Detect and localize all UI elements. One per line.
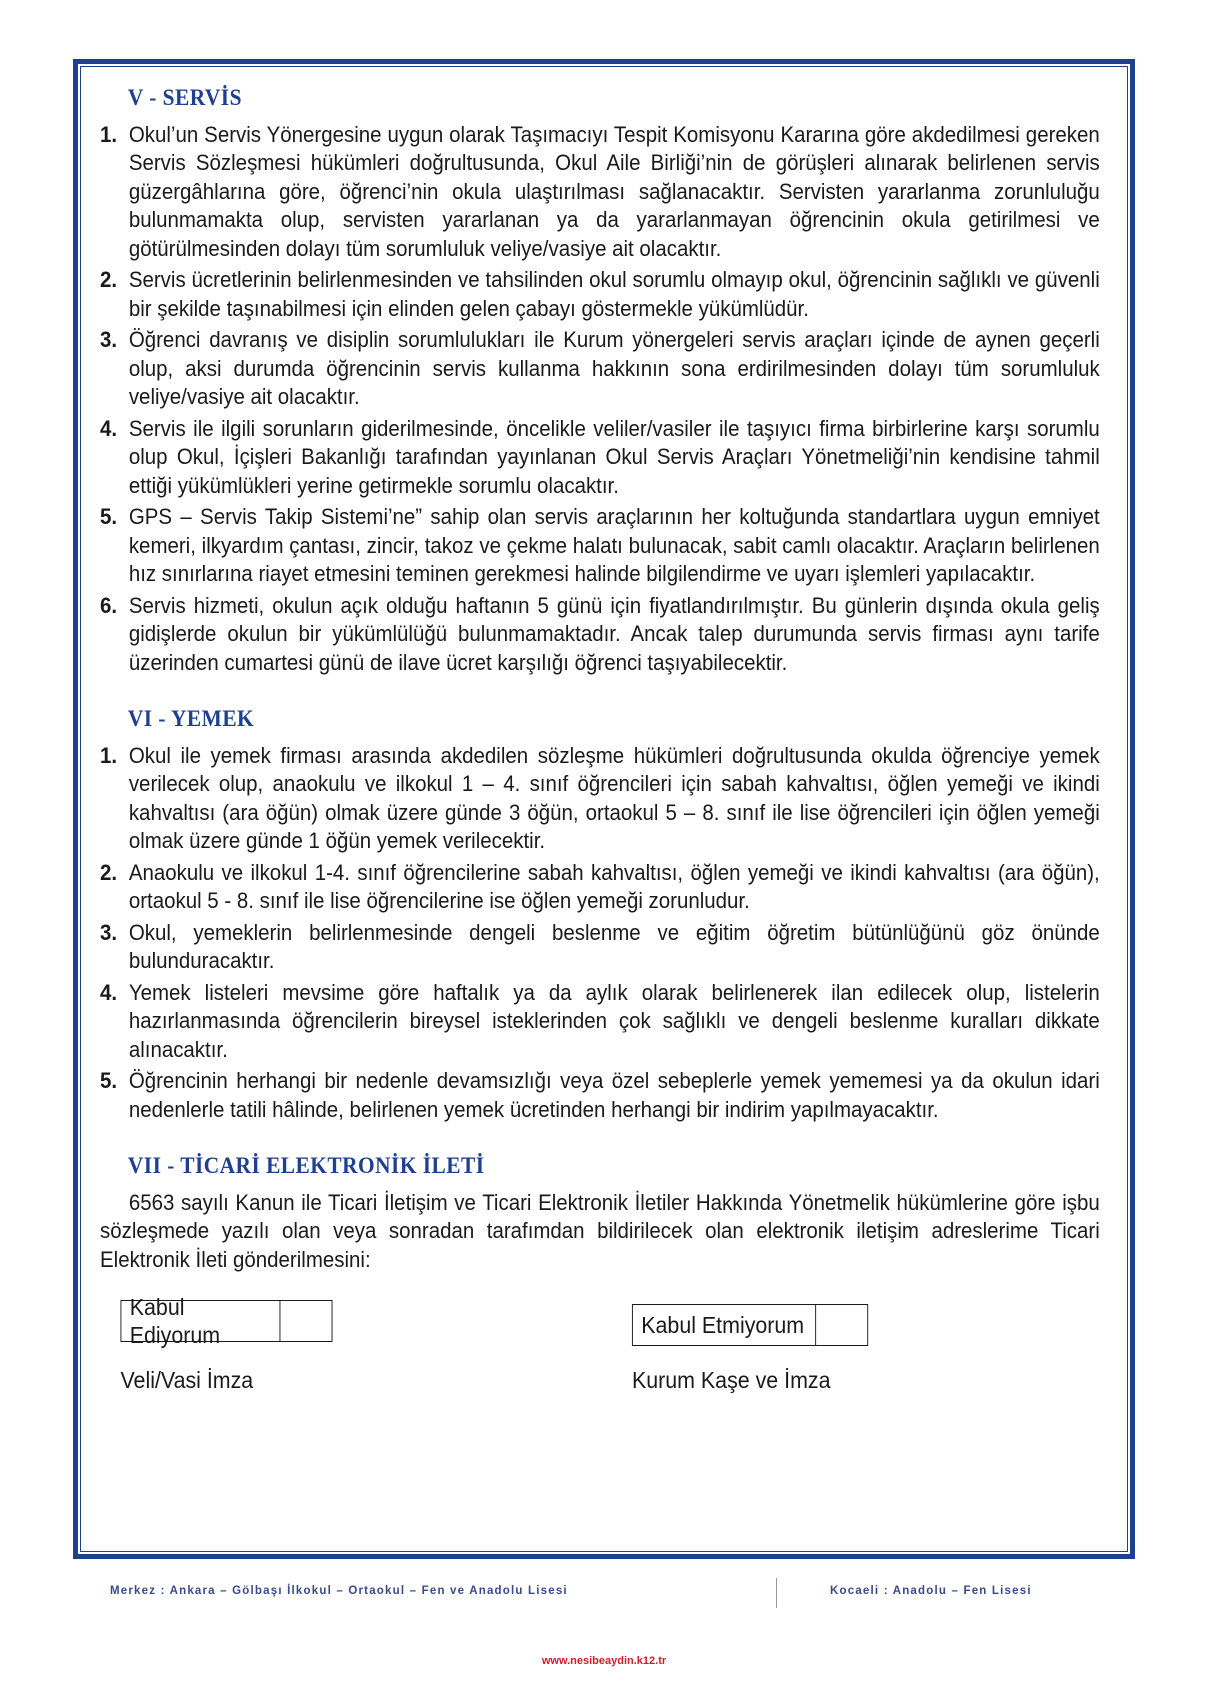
servis-list <box>100 121 1100 678</box>
accept-label: Kabul Ediyorum <box>129 1293 221 1348</box>
item-text: Okul’un Servis Yönergesine uygun olarak Taşımacıyı Tespit Komisyonu Kararına göre akdedilmesi gereken Servis Sözleşmesi hükümleri doğrultusunda, Okul Aile Birliği’nin de görüşleri alınarak belirlenen servis güzergâhlarına göre, öğrenci’nin okula ulaştırılması sağlanacaktır. Servisten yararlanma zorunluluğu bulunmamakta olup, servisten yararlanan ya da yararlanmayan öğrencinin okula getirilmesi ve götürülmesinden dolayı tüm sorumluluk veliye/vasiye ait olacaktır. <box>128 121 1100 261</box>
item-number: 5. <box>100 1068 118 1093</box>
item-text: Okul ile yemek firması arasında akdedilen sözleşme hükümleri doğrultusunda okulda öğrenciye yemek verilecek olup, anaokulu ve ilkokul 1 – 4. sınıf öğrencileri için sabah kahvaltısı, öğlen yemeği ve ikindi kahvaltısı (ara öğün) olmak üzere günde 3 öğün, ortaokul 5 – 8. sınıf ile lise öğrencileri için öğlen yemeği olmak üzere günde 1 öğün yemek verilecektir. <box>128 742 1100 853</box>
list-item <box>100 121 1100 264</box>
item-text: Anaokulu ve ilkokul 1-4. sınıf öğrencilerine sabah kahvaltısı, öğlen yemeği ve ikindi kahvaltısı (ara öğün), ortaokul 5 - 8. sınıf ile lise öğrencilerine ise öğlen yemeği zorunludur. <box>128 859 1100 913</box>
list-item <box>100 919 1100 976</box>
footer-campus-kocaeli: Kocaeli : Anadolu – Fen Lisesi <box>830 1585 1032 1597</box>
item-number: 3. <box>100 919 118 945</box>
item-text: Öğrenci davranış ve disiplin sorumlulukları ile Kurum yönergeleri servis araçları içinde de aynen geçerli olup, aksi durumda öğrencinin servis kullanma hakkının sona erdirilmesinden dolayı tüm sorumluluk veliye/vasiye ait olacaktır. <box>128 327 1100 409</box>
list-item <box>100 859 1100 916</box>
section-title-ticari: VII - TİCARİ ELEKTRONİK İLETİ <box>127 1153 485 1178</box>
item-number: 1. <box>100 121 118 147</box>
reject-label: Kabul Etmiyorum <box>641 1311 805 1338</box>
item-text: GPS – Servis Takip Sistemi’ne” sahip olan servis araçlarının her koltuğunda standartlara uygun emniyet kemeri, ilkyardım çantası, zincir, takoz ve çekme halatı bulunacak, sabit camlı olacaktır. Araçların belirlenen hız sınırlarına riayet etmesini teminen gerekmesi halinde bilgilendirme ve uyarı işlemleri yapılacaktır. <box>128 504 1100 586</box>
item-number: 6. <box>100 592 118 618</box>
item-number: 4. <box>100 415 118 441</box>
item-number: 2. <box>100 859 118 885</box>
item-text: Öğrencinin herhangi bir nedenle devamsızlığı veya özel sebeplerle yemek yememesi ya da okulun idari nedenlerle tatili hâlinde, belirlenen yemek ücretinden herhangi bir indirim yapılmayacaktır. <box>128 1068 1100 1122</box>
guardian-signature-label: Veli/Vasi İmza <box>120 1367 254 1393</box>
list-item <box>100 326 1100 412</box>
footer-campus-ankara: Merkez : Ankara – Gölbaşı İlkokul – Ortaokul – Fen ve Anadolu Lisesi <box>110 1585 568 1597</box>
list-item <box>100 266 1100 323</box>
list-item <box>100 415 1100 501</box>
item-text: Yemek listeleri mevsime göre haftalık ya da aylık olarak belirlenerek ilan edilecek olup, listelerin hazırlanmasında öğrencilerin bireysel isteklerinden çok sağlıklı ve dengeli beslenme kuralları dikkate alınacaktır. <box>128 979 1100 1062</box>
accept-checkbox[interactable] <box>279 1301 331 1341</box>
list-item <box>100 503 1100 589</box>
item-text: Servis ücretlerinin belirlenmesinden ve tahsilinden okul sorumlu olmayıp okul, öğrencinin sağlıklı ve güvenli bir şekilde taşınabilmesi için elinden gelen çabayı göstermekle yükümlüdür. <box>128 267 1100 321</box>
item-number: 4. <box>100 979 118 1005</box>
consent-paragraph: 6563 sayılı Kanun ile Ticari İletişim ve Ticari Elektronik İletiler Hakkında Yönetmelik hükümlerine göre işbu sözleşmede yazılı olan veya sonradan tarafımdan bildirilecek olan elektronik iletişim adreslerime Ticari Elektronik İleti gönderilmesini: <box>100 1189 1100 1272</box>
item-text: Servis hizmeti, okulun açık olduğu haftanın 5 günü için fiyatlandırılmıştır. Bu günlerin dışında okula geliş gidişlerde okulun bir yükümlülüğü bulunmamaktadır. Ancak talep durumunda servis firması aynı tarife üzerinden cumartesi günü de ilave ücret karşılığı öğrenci taşıyabilecektir. <box>128 592 1100 675</box>
accept-option[interactable] <box>120 1293 332 1348</box>
list-item <box>100 979 1100 1065</box>
item-number: 3. <box>100 327 118 352</box>
consent-options <box>100 1293 1100 1450</box>
list-item <box>100 592 1100 678</box>
reject-checkbox[interactable] <box>815 1305 867 1345</box>
item-number: 1. <box>100 742 118 768</box>
section-title-servis: V - SERVİS <box>127 85 242 110</box>
section-title-yemek: VI - YEMEK <box>127 706 255 731</box>
item-text: Servis ile ilgili sorunların giderilmesinde, öncelikle veliler/vasiler ile taşıyıcı firma birbirlerine karşı sorumlu olup Okul, İçişleri Bakanlığı tarafından yayınlanan Okul Servis Araçları Yönetmeliği’nin kendisine tahmil ettiği yükümlükleri yerine getirmekle sorumlu olacaktır. <box>128 415 1100 498</box>
item-number: 2. <box>100 267 118 292</box>
institution-signature-label: Kurum Kaşe ve İmza <box>631 1367 831 1393</box>
document-content <box>100 84 1100 1450</box>
list-item <box>100 1067 1100 1124</box>
footer-divider <box>776 1578 777 1608</box>
list-item <box>100 742 1100 856</box>
website-link[interactable]: www.nesibeaydin.k12.tr <box>541 1655 667 1667</box>
yemek-list <box>100 742 1100 1125</box>
item-text: Okul, yemeklerin belirlenmesinde dengeli beslenme ve eğitim öğretim bütünlüğünü göz önünde bulunduracaktır. <box>128 919 1100 973</box>
reject-option[interactable] <box>632 1304 868 1346</box>
item-number: 5. <box>100 504 118 529</box>
